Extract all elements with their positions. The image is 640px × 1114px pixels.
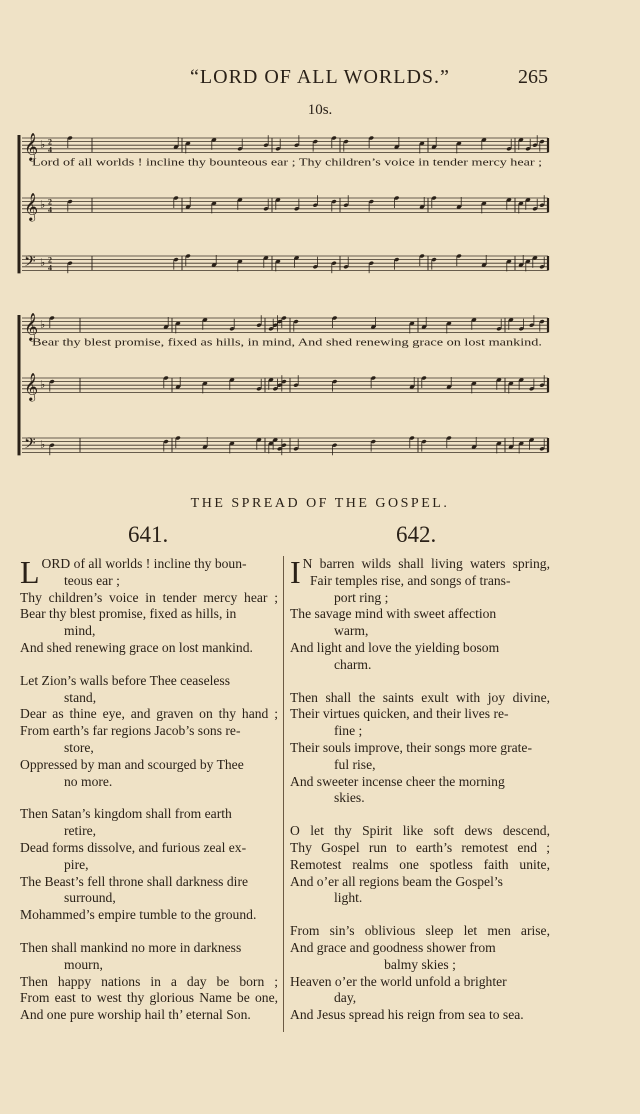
verse-line-text: ORD of all worlds ! incline thy boun-: [41, 556, 247, 571]
verse-line-text: Then shall the saints exult with joy divine,: [290, 689, 550, 705]
verse-line: [20, 774, 278, 791]
verse-line: [290, 606, 550, 623]
section-title: THE SPREAD OF THE GOSPEL.: [190, 496, 450, 511]
verse-line: [290, 740, 550, 757]
bass-clef-icon: 𝄢: [24, 434, 36, 455]
verse-line-text: Then shall mankind no more in darkness: [20, 939, 242, 955]
verse-line: [20, 806, 278, 823]
verse-line: [290, 790, 550, 807]
verse-line: [290, 723, 550, 740]
verse-line-text: teous ear ;: [64, 572, 120, 588]
verse-line: [20, 673, 278, 690]
verse-line: [20, 823, 278, 840]
verse-line-text: O let thy Spirit like soft dews descend,: [290, 823, 550, 839]
verse-line-text: skies.: [334, 790, 365, 806]
running-title: “LORD OF ALL WORLDS.”: [190, 66, 450, 88]
time-signature: 4: [48, 263, 52, 273]
verse-line: [20, 974, 278, 991]
time-signature: 2: [48, 137, 52, 147]
verse-line-text: Bear thy blest promise, fixed as hills, in: [20, 606, 237, 622]
verse-line-text: Thy Gospel run to earth’s remotest end ;: [290, 839, 550, 855]
verse-line: [20, 757, 278, 774]
verse-line-text: surround,: [64, 890, 116, 906]
verse-line: [20, 690, 278, 707]
flat-icon: ♭: [40, 439, 46, 452]
verse-line: [20, 957, 278, 974]
treble-clef-icon: 𝄞: [24, 194, 39, 221]
drop-cap: L: [20, 554, 40, 590]
verse-line: [20, 723, 278, 740]
verse-line-text: From earth’s far regions Jacob’s sons re-: [20, 723, 241, 739]
verse-line-text: mind,: [64, 623, 96, 639]
verse-line: [290, 757, 550, 774]
verse-line-text: From sin’s oblivious sleep let men arise,: [290, 923, 550, 939]
hymn-641-text: [20, 556, 278, 1040]
verse-line: [20, 706, 278, 723]
verse-line-text: From east to west thy glorious Name be one,: [20, 990, 278, 1006]
verse-line-text: port ring ;: [334, 589, 389, 605]
time-signature: 2: [48, 197, 52, 207]
verse-line: [290, 990, 550, 1007]
verse-line-text: no more.: [64, 773, 113, 789]
verse-line: [20, 590, 278, 607]
verse-line-text: And Jesus spread his reign from sea to sea.: [290, 1007, 524, 1023]
verse-line-text: Dear as thine eye, and graven on thy hand ;: [20, 706, 278, 722]
verse-line: [20, 740, 278, 757]
treble-clef-icon: 𝄞: [24, 134, 39, 161]
time-signature: 4: [48, 205, 52, 215]
hymn-number-642: 642.: [396, 522, 437, 547]
stanza: [20, 940, 278, 1024]
verse-line-text: warm,: [334, 623, 369, 639]
verse-line: [290, 706, 550, 723]
time-signature: 4: [48, 145, 52, 155]
verse-line-text: balmy skies ;: [384, 956, 456, 972]
verse-line-text: ful rise,: [334, 756, 376, 772]
verse-line-text: Thy children’s voice in tender mercy hear ;: [20, 589, 278, 605]
verse-line: [290, 690, 550, 707]
verse-line: [20, 907, 278, 924]
flat-icon: ♭: [40, 319, 46, 332]
lyric-line: Bear thy blest promise, fixed as hills, in mind, And shed renewing grace on lost mankind.: [32, 337, 542, 349]
verse-line-text: N barren wilds shall living waters spring,: [302, 556, 550, 571]
verse-line-text: Then happy nations in a day be born ;: [20, 973, 278, 989]
treble-clef-icon: 𝄞: [24, 314, 39, 341]
verse-line: [290, 640, 550, 657]
verse-line: [20, 857, 278, 874]
verse-line-text: mourn,: [64, 956, 103, 972]
flat-icon: ♭: [40, 199, 46, 212]
verse-line-text: store,: [64, 739, 94, 755]
verse-line: [290, 974, 550, 991]
verse-line-text: And o’er all regions beam the Gospel’s: [290, 873, 503, 889]
verse-line-text: pire,: [64, 856, 89, 872]
verse-line-text: charm.: [334, 656, 372, 672]
verse-line-text: Remotest realms one spotless faith unite,: [290, 856, 550, 872]
stanza: [20, 673, 278, 791]
verse-line-text: The Beast’s fell throne shall darkness dire: [20, 873, 249, 889]
column-divider: [283, 556, 284, 1032]
hymn-number-641: 641.: [128, 522, 169, 547]
stanza: [290, 556, 550, 674]
flat-icon: ♭: [40, 379, 46, 392]
treble-clef-icon: 𝄞: [24, 374, 39, 401]
verse-line-text: Dead forms dissolve, and furious zeal ex-: [20, 839, 247, 855]
stanza: [290, 690, 550, 808]
verse-line-text: fine ;: [334, 723, 363, 739]
verse-line-text: Heaven o’er the world unfold a brighter: [290, 973, 507, 989]
bass-clef-icon: 𝄢: [24, 252, 36, 273]
verse-line: [290, 657, 550, 674]
verse-line-text: Their virtues quicken, and their lives re-: [290, 706, 509, 722]
verse-line: [290, 923, 550, 940]
page-number: 265: [518, 66, 548, 88]
verse-line: [20, 1007, 278, 1024]
verse-line: [20, 573, 278, 590]
verse-line: [290, 857, 550, 874]
time-signature: 2: [48, 255, 52, 265]
meter-label: 10s.: [307, 102, 333, 118]
stanza: [20, 556, 278, 657]
stanza: [20, 806, 278, 924]
music-system-2: [0, 310, 640, 475]
verse-line: [20, 606, 278, 623]
verse-line: [290, 874, 550, 891]
verse-line: [20, 840, 278, 857]
drop-cap: I: [290, 554, 301, 590]
verse-line: [20, 874, 278, 891]
verse-line: [290, 957, 550, 974]
stanza: [290, 823, 550, 907]
verse-line-text: And grace and goodness shower from: [290, 939, 496, 955]
verse-line-text: retire,: [64, 823, 97, 839]
verse-line: [290, 573, 550, 590]
verse-line-text: And light and love the yielding bosom: [290, 639, 500, 655]
verse-line: [290, 823, 550, 840]
verse-line-text: Then Satan’s kingdom shall from earth: [20, 806, 232, 822]
stanza: [290, 923, 550, 1024]
verse-line: [20, 890, 278, 907]
verse-line: [290, 623, 550, 640]
verse-line-text: Their souls improve, their songs more grate-: [290, 739, 532, 755]
flat-icon: ♭: [40, 257, 46, 270]
verse-line-text: And sweeter incense cheer the morning: [290, 773, 505, 789]
verse-line-text: And shed renewing grace on lost mankind.: [20, 639, 253, 655]
verse-line: [290, 840, 550, 857]
verse-line: [20, 990, 278, 1007]
verse-line-text: And one pure worship hail th’ eternal Son.: [20, 1007, 251, 1023]
verse-line-text: Let Zion’s walls before Thee ceaseless: [20, 672, 230, 688]
verse-line: [20, 623, 278, 640]
verse-line-text: stand,: [64, 689, 97, 705]
flat-icon: ♭: [40, 139, 46, 152]
lyric-line: Lord of all worlds ! incline thy bounteous ear ; Thy children’s voice in tender mercy hear ;: [32, 157, 543, 169]
verse-line-text: Oppressed by man and scourged by Thee: [20, 756, 244, 772]
verse-line: [290, 1007, 550, 1024]
verse-line: [290, 890, 550, 907]
verse-line: [290, 940, 550, 957]
verse-line: [290, 774, 550, 791]
verse-line-text: Mohammed’s empire tumble to the ground.: [20, 907, 257, 923]
verse-line: [290, 590, 550, 607]
verse-line-text: Fair temples rise, and songs of trans-: [310, 572, 511, 588]
verse-line: [20, 940, 278, 957]
verse-line: [20, 640, 278, 657]
music-system-1: [0, 130, 640, 295]
hymn-642-text: [290, 556, 550, 1040]
verse-line-text: day,: [334, 990, 357, 1006]
verse-line-text: light.: [334, 890, 363, 906]
verse-line-text: The savage mind with sweet affection: [290, 606, 497, 622]
